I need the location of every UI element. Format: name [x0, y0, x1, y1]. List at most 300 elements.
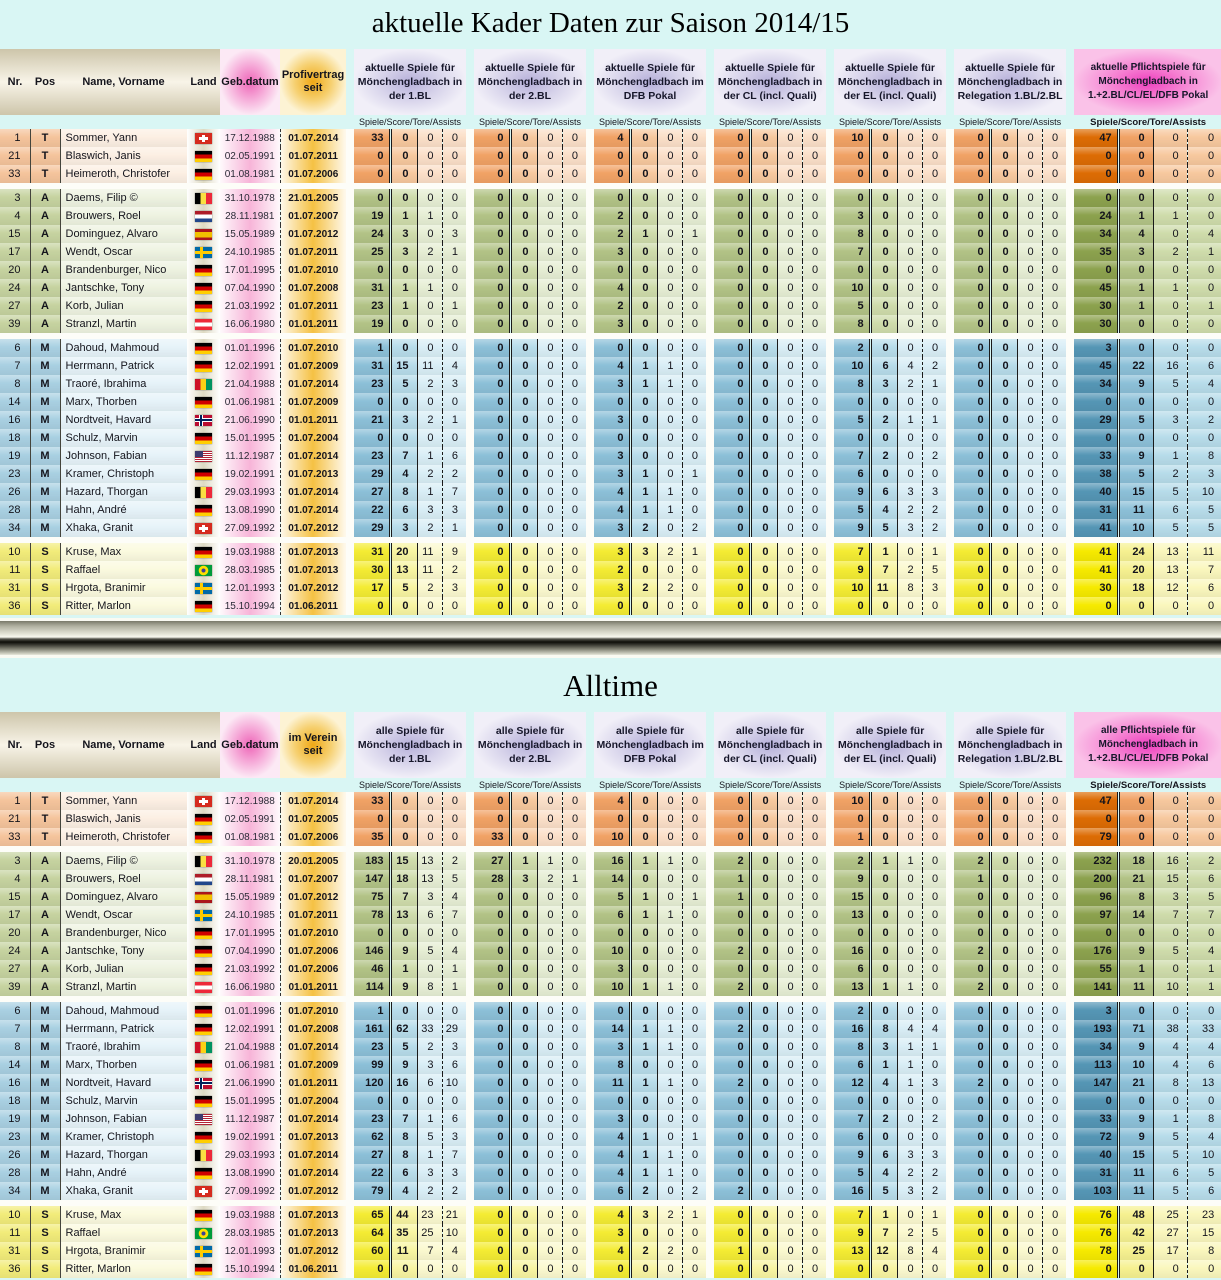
stat-assists: 0 [1187, 339, 1221, 357]
stat-assists: 0 [1042, 597, 1066, 615]
stat-score: 0 [390, 429, 417, 447]
group-gap [586, 828, 594, 846]
stat-tore: 0 [1017, 243, 1042, 261]
country-cell [187, 828, 220, 846]
stat-tore: 0 [777, 579, 802, 597]
stat-assists: 0 [922, 129, 946, 147]
stat-score: 3 [390, 225, 417, 243]
group-gap [1066, 1206, 1074, 1224]
position-label: M [30, 1074, 60, 1092]
stat-tore: 8 [897, 579, 922, 597]
group-gap [1066, 1164, 1074, 1182]
since-date: 01.07.2009 [280, 393, 346, 411]
stat-tore: 0 [1153, 189, 1187, 207]
birthdate: 28.11.1981 [220, 207, 280, 225]
stat-score: 0 [990, 597, 1017, 615]
stat-tore: 0 [897, 828, 922, 846]
stat-tore: 0 [657, 1092, 682, 1110]
stat-tore: 0 [897, 888, 922, 906]
group-header: alle Spiele für Mönchengladbach in der 1.BL [354, 712, 466, 778]
stat-assists: 0 [802, 411, 826, 429]
player-name: Hahn, André [60, 1164, 187, 1182]
stat-tore: 2 [417, 1182, 442, 1200]
stat-score: 0 [510, 1260, 537, 1278]
stat-spiele: 55 [1074, 960, 1118, 978]
since-date: 01.07.2005 [280, 810, 346, 828]
group-gap [946, 243, 954, 261]
country-cell [187, 339, 220, 357]
birthdate: 19.02.1991 [220, 1128, 280, 1146]
player-number: 26 [0, 483, 30, 501]
stat-assists: 0 [682, 165, 706, 183]
stat-tore: 0 [897, 870, 922, 888]
group-gap [346, 393, 354, 411]
stat-tore: 0 [897, 339, 922, 357]
stat-spiele: 79 [354, 1182, 390, 1200]
position-label: M [30, 519, 60, 537]
stat-assists: 0 [802, 1146, 826, 1164]
stat-assists: 0 [1042, 828, 1066, 846]
stat-spiele: 2 [594, 207, 630, 225]
stat-tore: 0 [1017, 597, 1042, 615]
stat-assists: 0 [922, 297, 946, 315]
stat-tore: 0 [537, 1002, 562, 1020]
since-date: 01.07.2011 [280, 906, 346, 924]
group-gap [1066, 810, 1074, 828]
stat-score: 0 [510, 1074, 537, 1092]
stat-spiele: 31 [354, 357, 390, 375]
group-gap [946, 375, 954, 393]
stat-score: 0 [750, 501, 777, 519]
group-gap [946, 147, 954, 165]
group-gap [346, 375, 354, 393]
stat-assists: 0 [802, 129, 826, 147]
player-name: Kramer, Christoph [60, 1128, 187, 1146]
stat-score: 0 [390, 147, 417, 165]
group-gap [466, 1260, 474, 1278]
stat-score: 0 [630, 243, 657, 261]
stat-assists: 0 [1042, 1146, 1066, 1164]
stat-assists: 0 [1042, 1224, 1066, 1242]
stat-score: 5 [1118, 465, 1153, 483]
position-label: S [30, 561, 60, 579]
stat-spiele: 96 [1074, 888, 1118, 906]
stat-assists: 0 [682, 1242, 706, 1260]
group-gap [946, 852, 954, 870]
stat-spiele: 35 [354, 828, 390, 846]
stat-score: 3 [870, 1038, 897, 1056]
stat-tore: 0 [777, 561, 802, 579]
group-gap [466, 1128, 474, 1146]
stat-assists: 5 [1187, 519, 1221, 537]
stat-assists: 5 [922, 1224, 946, 1242]
stat-assists: 3 [442, 1038, 466, 1056]
stat-tore: 0 [897, 297, 922, 315]
group-gap [346, 978, 354, 996]
group-gap [706, 1110, 714, 1128]
group-gap [346, 483, 354, 501]
stat-spiele: 7 [834, 447, 870, 465]
stat-score: 13 [390, 561, 417, 579]
stat-score: 0 [750, 315, 777, 333]
player-row [0, 357, 1221, 375]
stat-tore: 0 [897, 447, 922, 465]
stat-spiele: 22 [354, 501, 390, 519]
stat-score: 0 [390, 792, 417, 810]
stat-score: 0 [990, 1164, 1017, 1182]
de-flag-icon [195, 169, 212, 180]
stat-score: 48 [1118, 1206, 1153, 1224]
player-name: Johnson, Fabian [60, 447, 187, 465]
group-gap [346, 810, 354, 828]
stat-spiele: 60 [354, 1242, 390, 1260]
stat-tore: 0 [537, 888, 562, 906]
stat-assists: 7 [1187, 561, 1221, 579]
group-gap [706, 447, 714, 465]
stat-tore: 0 [1017, 1128, 1042, 1146]
stat-tore: 0 [1153, 960, 1187, 978]
stat-score: 0 [510, 501, 537, 519]
group-gap [346, 279, 354, 297]
stat-spiele: 24 [1074, 207, 1118, 225]
since-date: 01.07.2008 [280, 1020, 346, 1038]
group-gap [1066, 375, 1074, 393]
stat-score: 0 [750, 852, 777, 870]
birthdate: 29.03.1993 [220, 483, 280, 501]
group-gap [466, 1056, 474, 1074]
country-cell [187, 1020, 220, 1038]
stat-tore: 0 [537, 810, 562, 828]
position-label: S [30, 597, 60, 615]
player-row [0, 810, 1221, 828]
stat-score: 0 [510, 597, 537, 615]
stat-spiele: 0 [714, 483, 750, 501]
stat-tore: 0 [657, 1260, 682, 1278]
stat-score: 1 [630, 375, 657, 393]
stat-score: 0 [390, 828, 417, 846]
header-gap [586, 49, 594, 115]
stat-spiele: 0 [474, 1146, 510, 1164]
stat-tore: 0 [537, 561, 562, 579]
stat-tore: 1 [657, 1038, 682, 1056]
group-gap [826, 924, 834, 942]
stat-spiele: 0 [354, 429, 390, 447]
stat-score: 0 [750, 1260, 777, 1278]
stat-score: 9 [1118, 447, 1153, 465]
stat-spiele: 5 [834, 1164, 870, 1182]
stat-tore: 1 [657, 501, 682, 519]
stat-score: 0 [390, 315, 417, 333]
player-name: Dahoud, Mahmoud [60, 339, 187, 357]
stat-score: 0 [750, 297, 777, 315]
stat-tore: 0 [777, 519, 802, 537]
stat-spiele: 0 [1074, 189, 1118, 207]
stat-assists: 8 [1187, 1242, 1221, 1260]
stat-spiele: 0 [474, 1206, 510, 1224]
col-header-since: Profivertrag seit [280, 49, 346, 115]
stat-tore: 0 [897, 906, 922, 924]
de-flag-icon [195, 928, 212, 939]
stat-assists: 0 [1042, 225, 1066, 243]
stat-score: 0 [990, 1056, 1017, 1074]
stat-score: 0 [510, 375, 537, 393]
stat-score: 0 [750, 243, 777, 261]
birthdate: 19.02.1991 [220, 465, 280, 483]
stat-score: 12 [870, 1242, 897, 1260]
group-gap [946, 261, 954, 279]
player-name: Kruse, Max [60, 1206, 187, 1224]
stat-score: 2 [630, 1242, 657, 1260]
stat-assists: 0 [802, 978, 826, 996]
player-name: Traoré, Ibrahima [60, 375, 187, 393]
stat-tore: 4 [897, 357, 922, 375]
stat-score: 0 [750, 1038, 777, 1056]
stat-assists: 0 [562, 888, 586, 906]
stat-spiele: 0 [954, 393, 990, 411]
group-gap [346, 429, 354, 447]
stat-spiele: 4 [594, 1146, 630, 1164]
stat-assists: 3 [442, 501, 466, 519]
stat-score: 1 [1118, 960, 1153, 978]
stats-subheader: Spiele/Score/Tore/Assists [599, 117, 702, 127]
stat-score: 15 [1118, 483, 1153, 501]
group-gap [826, 147, 834, 165]
stat-score: 0 [630, 147, 657, 165]
since-date: 01.07.2014 [280, 447, 346, 465]
player-number: 23 [0, 465, 30, 483]
stat-spiele: 114 [354, 978, 390, 996]
group-gap [946, 1260, 954, 1278]
group-gap [826, 906, 834, 924]
position-label: T [30, 165, 60, 183]
stat-score: 1 [870, 978, 897, 996]
stat-spiele: 64 [354, 1224, 390, 1242]
stat-score: 0 [510, 1242, 537, 1260]
stat-score: 1 [630, 1038, 657, 1056]
stat-score: 0 [630, 1224, 657, 1242]
stat-tore: 0 [537, 189, 562, 207]
group-gap [1066, 243, 1074, 261]
player-name: Stranzl, Martin [60, 315, 187, 333]
since-date: 01.07.2014 [280, 1146, 346, 1164]
player-row [0, 129, 1221, 147]
stat-assists: 1 [682, 1128, 706, 1146]
stat-score: 0 [630, 870, 657, 888]
stat-spiele: 0 [474, 315, 510, 333]
stat-score: 0 [630, 1002, 657, 1020]
stat-tore: 1 [417, 279, 442, 297]
stat-score: 0 [750, 165, 777, 183]
stat-score: 0 [750, 1020, 777, 1038]
stat-assists: 1 [442, 978, 466, 996]
group-gap [346, 1182, 354, 1200]
player-row [0, 1242, 1221, 1260]
position-label: M [30, 501, 60, 519]
stat-tore: 0 [417, 129, 442, 147]
stat-assists: 0 [802, 561, 826, 579]
birthdate: 28.11.1981 [220, 870, 280, 888]
group-gap [466, 1038, 474, 1056]
stat-tore: 0 [417, 315, 442, 333]
stat-assists: 0 [682, 429, 706, 447]
stat-tore: 0 [777, 357, 802, 375]
since-date: 01.07.2014 [280, 483, 346, 501]
stat-assists: 0 [562, 165, 586, 183]
stat-score: 1 [630, 225, 657, 243]
stat-score: 0 [1118, 147, 1153, 165]
stat-assists: 0 [562, 279, 586, 297]
stat-spiele: 0 [954, 906, 990, 924]
stat-score: 0 [990, 147, 1017, 165]
stat-spiele: 0 [834, 165, 870, 183]
es-flag-icon [195, 892, 212, 903]
group-gap [586, 1020, 594, 1038]
player-row [0, 1074, 1221, 1092]
stat-assists: 0 [1187, 147, 1221, 165]
stat-tore: 0 [537, 579, 562, 597]
stat-score: 0 [990, 960, 1017, 978]
stat-assists: 0 [802, 207, 826, 225]
stat-assists: 0 [802, 1224, 826, 1242]
stat-assists: 0 [802, 225, 826, 243]
stat-score: 0 [630, 960, 657, 978]
stat-assists: 0 [1042, 1092, 1066, 1110]
stat-score: 2 [630, 1182, 657, 1200]
stat-score: 0 [510, 942, 537, 960]
group-gap [466, 1020, 474, 1038]
stat-assists: 0 [922, 261, 946, 279]
stat-assists: 0 [802, 339, 826, 357]
stat-assists: 0 [442, 147, 466, 165]
group-gap [1066, 543, 1074, 561]
stat-assists: 0 [562, 543, 586, 561]
position-label: M [30, 1110, 60, 1128]
player-name: Brouwers, Roel [60, 207, 187, 225]
stat-tore: 1 [417, 1110, 442, 1128]
stat-tore: 0 [1017, 411, 1042, 429]
player-number: 11 [0, 561, 30, 579]
stat-score: 8 [390, 1128, 417, 1146]
de-flag-icon [195, 343, 212, 354]
stat-tore: 0 [1017, 1146, 1042, 1164]
stat-spiele: 0 [354, 924, 390, 942]
stat-assists: 0 [802, 543, 826, 561]
stat-spiele: 62 [354, 1128, 390, 1146]
stat-assists: 0 [1042, 411, 1066, 429]
stat-assists: 0 [1042, 1242, 1066, 1260]
stat-assists: 0 [442, 339, 466, 357]
group-gap [346, 501, 354, 519]
group-gap [346, 852, 354, 870]
stat-score: 4 [1118, 225, 1153, 243]
stat-score: 6 [870, 1146, 897, 1164]
group-gap [826, 129, 834, 147]
stat-assists: 0 [442, 261, 466, 279]
group-gap [826, 429, 834, 447]
group-header-total: aktuelle Pflichtspiele für Mönchengladbach in 1.+2.BL/CL/EL/DFB Pokal [1074, 49, 1221, 115]
stat-tore: 0 [1153, 924, 1187, 942]
birthdate: 01.06.1981 [220, 393, 280, 411]
group-gap [586, 1128, 594, 1146]
group-gap [586, 1110, 594, 1128]
stat-spiele: 8 [834, 375, 870, 393]
player-number: 8 [0, 375, 30, 393]
stat-tore: 0 [777, 792, 802, 810]
stat-spiele: 2 [834, 852, 870, 870]
stat-tore: 3 [417, 1164, 442, 1182]
group-gap [826, 1182, 834, 1200]
birthdate: 21.04.1988 [220, 1038, 280, 1056]
since-date: 01.06.2011 [280, 1260, 346, 1278]
stat-score: 0 [1118, 1002, 1153, 1020]
stat-tore: 0 [537, 1182, 562, 1200]
country-cell [187, 1242, 220, 1260]
header-gap [946, 49, 954, 115]
stat-assists: 2 [682, 1182, 706, 1200]
stat-assists: 0 [1042, 1002, 1066, 1020]
stat-assists: 0 [682, 243, 706, 261]
stat-assists: 0 [802, 888, 826, 906]
stat-spiele: 0 [714, 261, 750, 279]
group-gap [466, 792, 474, 810]
group-gap [1066, 165, 1074, 183]
stat-score: 1 [630, 465, 657, 483]
since-date: 01.07.2014 [280, 129, 346, 147]
birthdate: 21.06.1990 [220, 1074, 280, 1092]
player-row [0, 393, 1221, 411]
group-gap [346, 243, 354, 261]
stat-tore: 0 [537, 906, 562, 924]
stat-tore: 13 [417, 852, 442, 870]
group-gap [586, 597, 594, 615]
stat-score: 0 [990, 339, 1017, 357]
group-gap [346, 543, 354, 561]
stat-tore: 5 [1153, 1182, 1187, 1200]
stat-score: 0 [990, 393, 1017, 411]
stat-spiele: 7 [834, 1206, 870, 1224]
player-name: Korb, Julian [60, 297, 187, 315]
stat-spiele: 23 [354, 447, 390, 465]
header-gap [826, 115, 834, 129]
stat-assists: 0 [682, 1002, 706, 1020]
stat-score: 1 [630, 852, 657, 870]
player-name: Kruse, Max [60, 543, 187, 561]
stat-spiele: 0 [714, 339, 750, 357]
stat-score: 0 [510, 129, 537, 147]
birthdate: 17.12.1988 [220, 129, 280, 147]
stat-score: 0 [990, 1020, 1017, 1038]
stat-tore: 0 [1153, 297, 1187, 315]
birthdate: 28.03.1985 [220, 561, 280, 579]
player-name: Stranzl, Martin [60, 978, 187, 996]
birthdate: 21.03.1992 [220, 960, 280, 978]
group-gap [1066, 129, 1074, 147]
stat-spiele: 72 [1074, 1128, 1118, 1146]
stat-spiele: 0 [714, 792, 750, 810]
group-header: aktuelle Spiele für Mönchengladbach in der CL (incl. Quali) [714, 49, 826, 115]
stat-assists: 0 [1042, 147, 1066, 165]
stat-tore: 0 [657, 792, 682, 810]
stat-spiele: 17 [354, 579, 390, 597]
stat-spiele: 29 [354, 465, 390, 483]
stat-tore: 0 [777, 279, 802, 297]
stat-spiele: 0 [954, 810, 990, 828]
stat-assists: 0 [1187, 261, 1221, 279]
stat-assists: 0 [562, 339, 586, 357]
stat-spiele: 0 [474, 393, 510, 411]
group-gap [946, 129, 954, 147]
group-gap [1066, 147, 1074, 165]
